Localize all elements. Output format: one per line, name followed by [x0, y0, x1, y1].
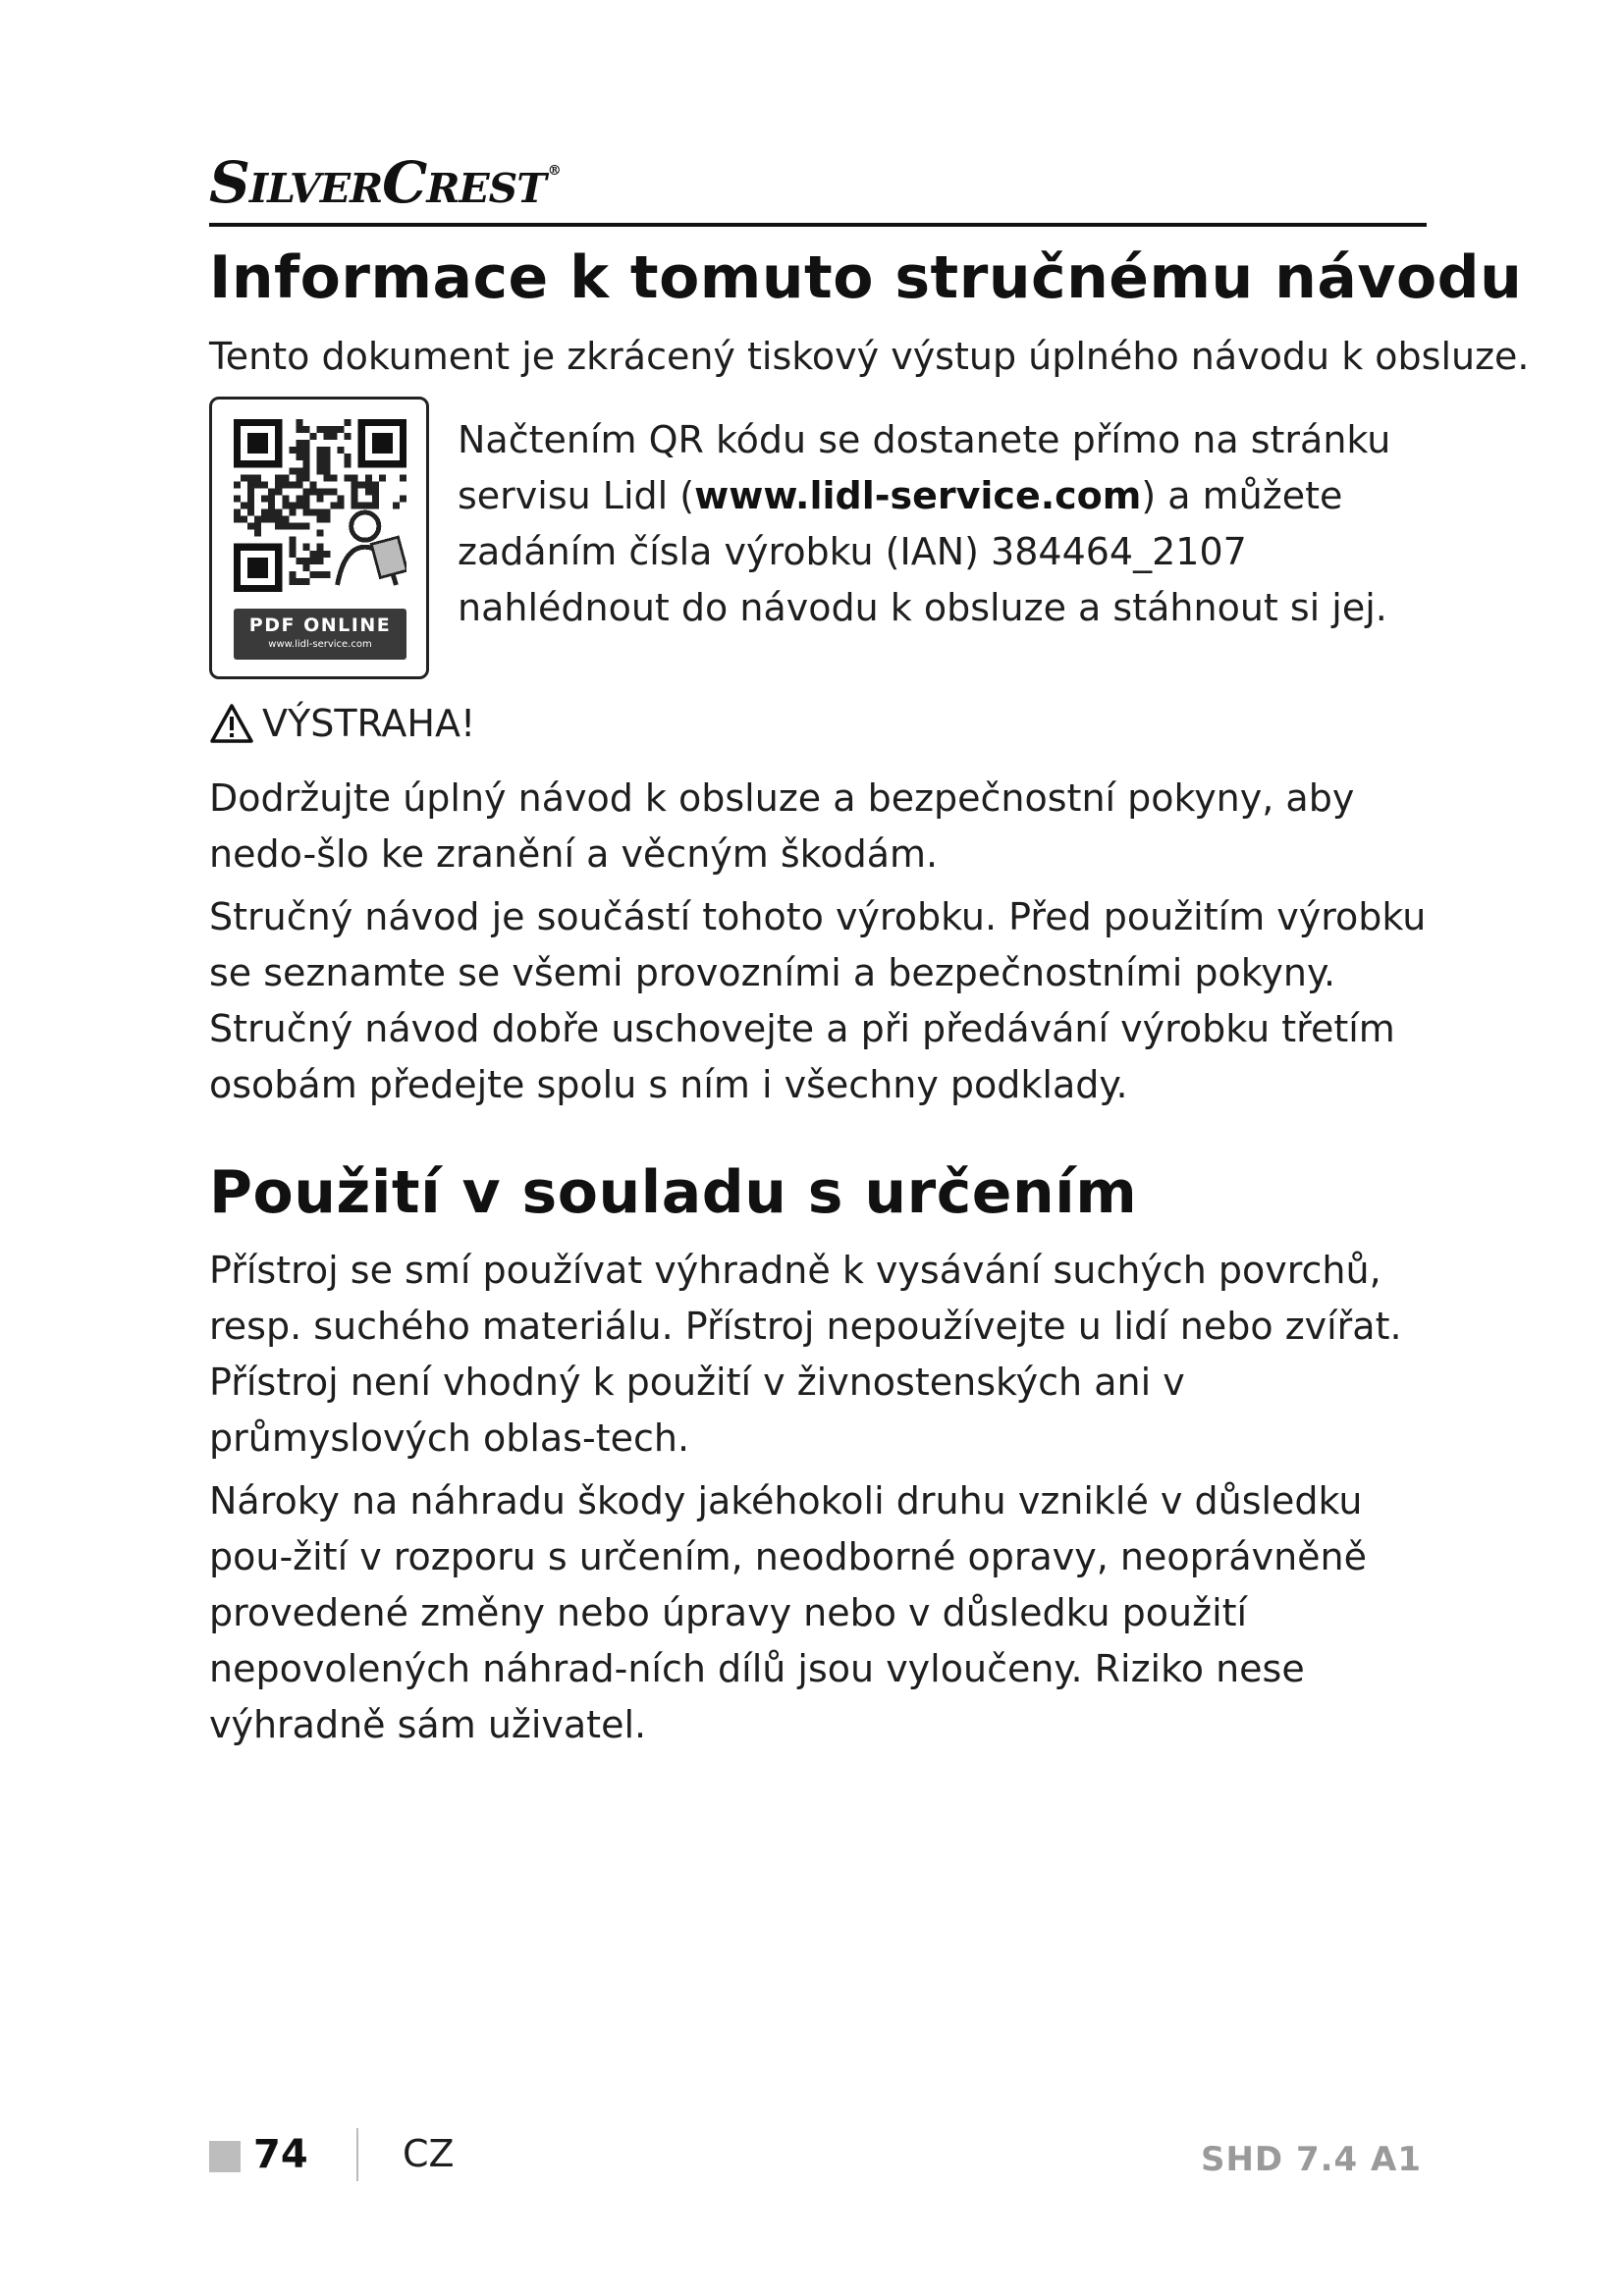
page-number: 74 — [253, 2132, 308, 2177]
section-title-info: Informace k tomuto stručnému návodu — [209, 243, 1523, 312]
warning-triangle-icon — [209, 703, 254, 744]
pdf-online-badge — [234, 609, 406, 660]
language-code: CZ — [403, 2132, 455, 2175]
intro-text: Tento dokument je zkrácený tiskový výstup úplného návodu k obsluze. — [209, 335, 1530, 378]
warning-label: VÝSTRAHA! — [262, 702, 476, 745]
brand-logo — [209, 149, 561, 216]
registered-mark: ® — [547, 163, 561, 179]
warning-text: Dodržujte úplný návod k obsluze a bezpečnostní pokyny, aby nedo-šlo ke zranění a věcným škodám. — [209, 776, 1355, 876]
pdf-online-url: www.lidl-service.com — [268, 639, 372, 650]
qr-text-before: Načtením QR kódu se dostanete přímo na stránku servisu Lidl ( — [458, 418, 1391, 517]
intended-use-paragraph: Přístroj se smí používat výhradně k vysávání suchých povrchů, resp. suchého materiálu. Přístroj nepoužívejte u lidí nebo zvířat. Přístroj není vhodný k použití v živnostenských ani v průmyslových oblas-tech. — [209, 1249, 1402, 1460]
info-paragraph: Stručný návod je součástí tohoto výrobku. Před použitím výrobku se seznamte se všemi provozními a bezpečnostními pokyny. Stručný návod dobře uschovejte a při předávání výrobku třetím osobám předejte spolu s ním i všechny podklady. — [209, 895, 1427, 1106]
warning-heading — [209, 697, 475, 750]
liability-paragraph: Nároky na náhradu škody jakéhokoli druhu vzniklé v důsledku pou-žití v rozporu s určením, neodborné opravy, neoprávněně provedené změny nebo úpravy nebo v důsledku použití nepovolených náhrad-ních dílů jsou vyloučeny. Riziko nese výhradně sám uživatel. — [209, 1479, 1368, 1746]
section-title-use: Použití v souladu s určením — [209, 1158, 1138, 1227]
brand-name: SilverCrest — [209, 149, 546, 216]
lidl-service-link[interactable]: www.lidl-service.com — [694, 474, 1142, 517]
header-rule — [209, 223, 1427, 227]
pdf-online-label: PDF ONLINE — [248, 614, 392, 636]
qr-code-icon — [234, 419, 406, 592]
qr-text-after: ) a můžete zadáním čísla výrobku (IAN) 384464_2107 nahlédnout do návodu k obsluze a stáhnout si jej. — [458, 474, 1387, 629]
footer-marker — [209, 2141, 241, 2172]
footer-separator — [356, 2128, 358, 2181]
model-number: SHD 7.4 A1 — [1200, 2140, 1422, 2179]
qr-code-panel[interactable] — [209, 397, 429, 679]
qr-description — [458, 412, 1420, 636]
